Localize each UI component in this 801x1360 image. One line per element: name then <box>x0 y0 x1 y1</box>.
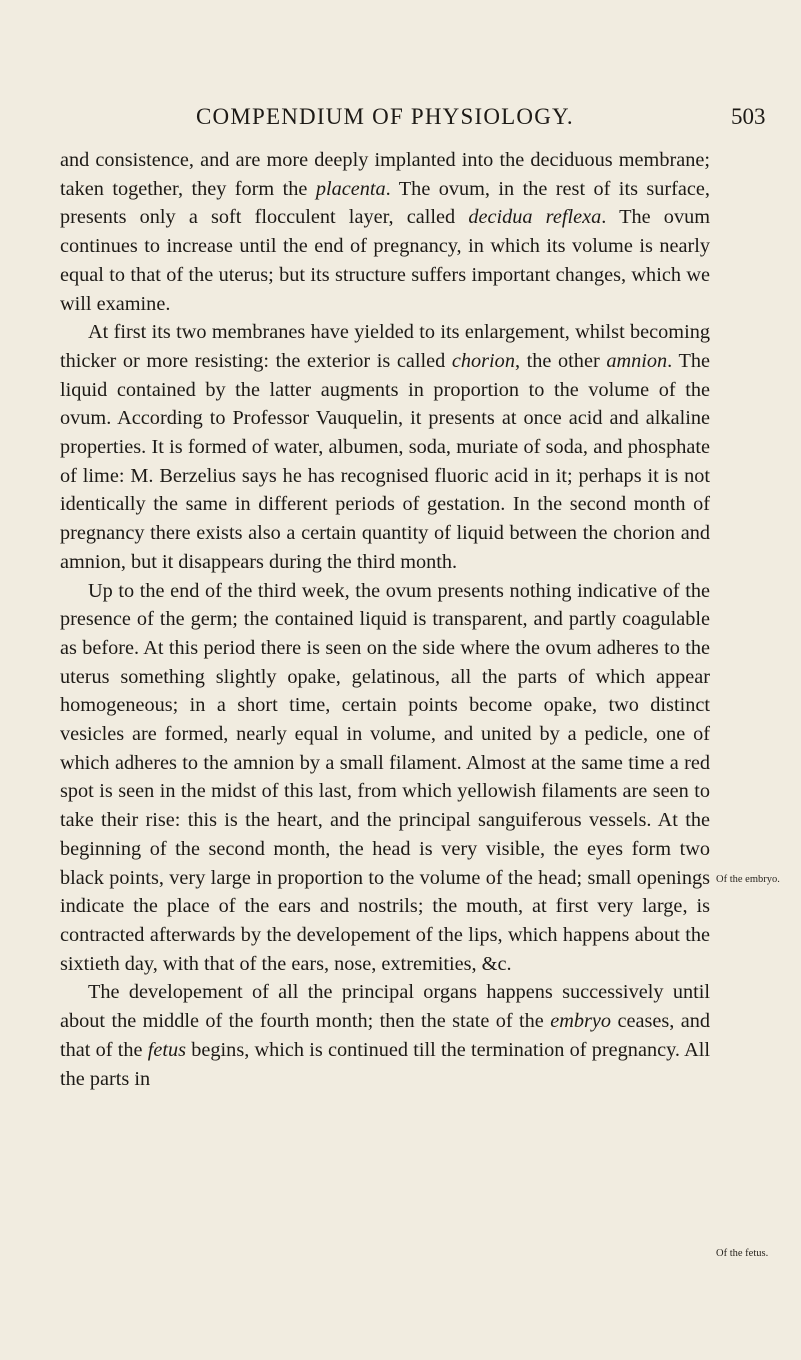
page-number: 503 <box>731 104 766 129</box>
italic-term: amnion <box>606 349 668 372</box>
margin-note-fetus: Of the fetus. <box>716 1248 769 1259</box>
italic-term: decidua reflexa <box>468 206 602 229</box>
text-run: Up to the end of the third week, the ovum presents nothing indicative of the presence of the germ; the contained liquid is transparent, and partly coagulable as before. At this period there is seen on the side where the ovum adheres to the uterus something slightly opake, gelatinous, all the parts of which appear homogeneous; in a short time, certain points become opake, two distinct vesicles are formed, nearly equal in volume, and united by a pedicle, one of which adheres to the amnion by a small filament. Almost at the same time a red spot is seen in the midst of this last, from which yellowish filaments are seen to take their rise: this is the heart, and the principal sanguiferous vessels. At the beginning of the second month, the head is very visible, the eyes form two black points, very large in proportion to the volume of the head; small openings indicate the place of the ears and nostrils; the mouth, at first very large, is contracted afterwards by the developement of the lips, which happens about the sixtieth day, with that of the ears, nose, extremities, &c. <box>60 579 710 975</box>
text-run: At first its two membranes have yielded to its enlargement, whilst becoming thicker or more resisting: the exterior is called <box>60 321 710 372</box>
text-run: , the other <box>514 349 607 372</box>
body-text <box>60 146 710 1093</box>
text-run: begins, which is continued till the termination of pregnancy. All the parts in <box>60 1038 710 1090</box>
paragraph <box>60 577 710 979</box>
margin-note-embryo: Of the embryo. <box>716 874 780 885</box>
text-run: . The liquid contained by the latter augments in proportion to the volume of the ovum. According to Professor Vauquelin, it presents at once acid and alkaline properties. It is formed of water, albumen, soda, muriate of soda, and phosphate of lime: M. Berzelius says he has recognised fluoric acid in it; perhaps it is not identically the same in different periods of gestation. In the second month of pregnancy there exists also a certain quantity of liquid between the chorion and amnion, but it disappears during the third month. <box>60 349 710 573</box>
italic-term: chorion <box>451 349 515 372</box>
running-title: COMPENDIUM OF PHYSIOLOGY. <box>196 104 574 129</box>
paragraph <box>60 146 710 318</box>
italic-term: fetus <box>147 1038 187 1061</box>
running-head <box>0 104 801 144</box>
paragraph <box>60 318 710 576</box>
text-run: . The ovum continues to increase until the end of pregnancy, in which its volume is nearly equal to that of the uterus; but its structure suffers important changes, which we will examine. <box>60 206 710 315</box>
italic-term: placenta <box>315 177 386 200</box>
text-run: The developement of all the principal organs happens successively until about the middle of the fourth month; then the state of the <box>60 981 710 1033</box>
paragraph <box>60 978 710 1093</box>
text-run: and consistence, and are more deeply implanted into the deciduous membrane; taken together, they form the <box>60 149 710 200</box>
italic-term: embryo <box>550 1010 612 1033</box>
text-run: ceases, and that of the <box>60 1010 710 1061</box>
text-run: . The ovum, in the rest of its surface, presents only a soft flocculent layer, called <box>60 177 710 229</box>
